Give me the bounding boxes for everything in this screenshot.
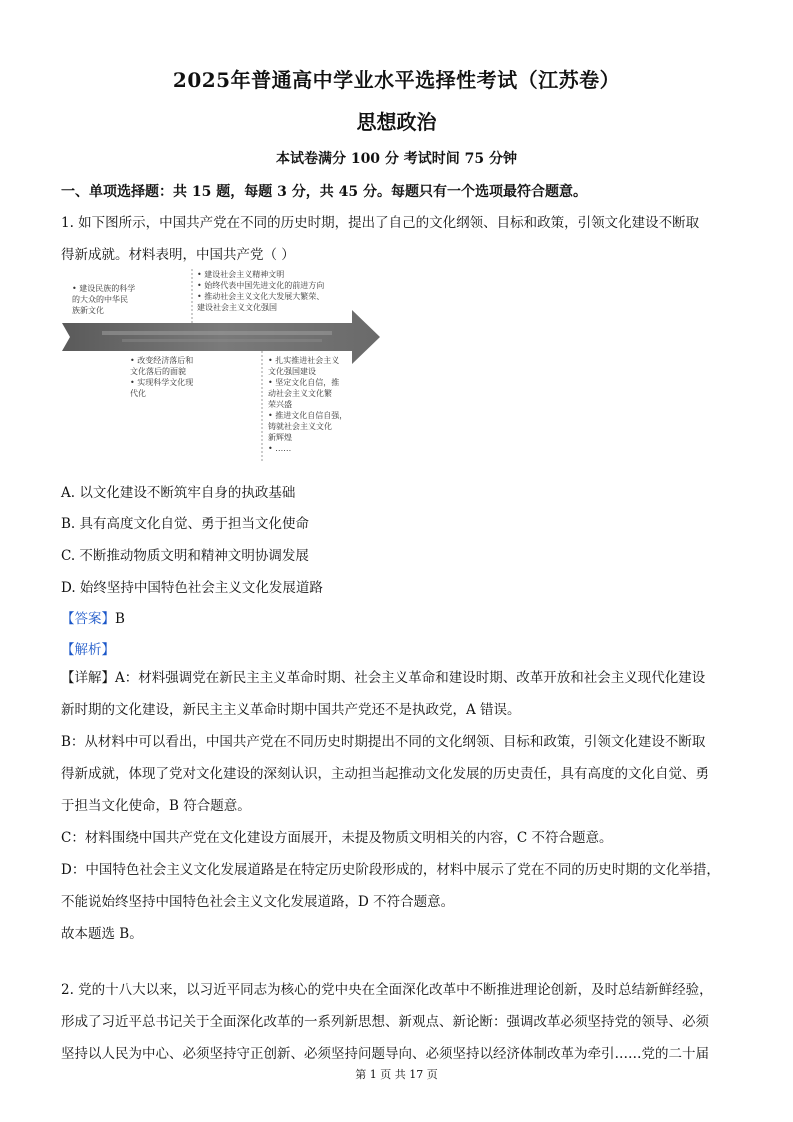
detail-line: 得新成就，体现了党对文化建设的深刻认识，主动担当起推动文化发展的历史责任，具有高度的文化自觉、勇 bbox=[61, 766, 709, 782]
figure-text: • 扎实推进社会主义 bbox=[268, 356, 340, 365]
section-heading: 一、单项选择题：共 15 题，每题 3 分，共 45 分。每题只有一个选项最符合题意。 bbox=[61, 184, 587, 200]
analysis-tag bbox=[61, 638, 115, 658]
detail-line: 新时期的文化建设，新民主主义革命时期中国共产党还不是执政党，A 错误。 bbox=[61, 702, 521, 718]
figure-box-bottom-right bbox=[268, 355, 347, 454]
figure-box-bottom-left bbox=[130, 355, 193, 399]
figure-text: 新辉煌 bbox=[268, 433, 292, 442]
figure-text: 的大众的中华民 bbox=[72, 295, 128, 304]
detail-line: 于担当文化使命，B 符合题意。 bbox=[61, 798, 251, 814]
figure-text: • 坚定文化自信，推 bbox=[268, 378, 340, 387]
detail-line bbox=[61, 662, 736, 694]
figure-text: 铸就社会主义文化 bbox=[268, 422, 332, 431]
figure-text: • 推动社会主义文化大发展大繁荣、 bbox=[197, 292, 325, 301]
subject-title: 思想政治 bbox=[356, 110, 437, 134]
question-1-stem bbox=[61, 207, 736, 271]
figure-text: • 建设社会主义精神文明 bbox=[197, 270, 285, 279]
figure-text: 文化强国建设 bbox=[268, 367, 316, 376]
option-b: B. 具有高度文化自觉、勇于担当文化使命 bbox=[61, 516, 310, 532]
figure-text: 文化落后的面貌 bbox=[130, 367, 186, 376]
question-2-line: 坚持以人民为中心、必须坚持守正创新、必须坚持问题导向、必须坚持以经济体制改革为牵引……党的二十届 bbox=[61, 1046, 709, 1062]
question-1-stem-line: 得新成就。材料表明，中国共产党（ ） bbox=[61, 247, 295, 263]
figure-text: 代化 bbox=[130, 389, 146, 398]
figure-text: 动社会主义文化繁 bbox=[268, 389, 332, 398]
detail-line: 故本题选 B。 bbox=[61, 926, 143, 942]
detail-text: A：材料强调党在新民主主义革命时期、社会主义革命和建设时期、改革开放和社会主义现代化建设 bbox=[115, 670, 706, 686]
figure-text: • 实现科学文化现 bbox=[130, 378, 194, 387]
option-a: A. 以文化建设不断筑牢自身的执政基础 bbox=[61, 485, 296, 501]
figure-text: • 改变经济落后和 bbox=[130, 356, 194, 365]
figure-text: • 建设民族的科学 bbox=[72, 284, 136, 293]
figure-text: 族新文化 bbox=[72, 306, 104, 315]
detail-paragraph bbox=[61, 662, 736, 950]
figure-box-top-right bbox=[197, 269, 324, 313]
option-c: C. 不断推动物质文明和精神文明协调发展 bbox=[61, 548, 309, 564]
question-2-line: 形成了习近平总书记关于全面深化改革的一系列新思想、新观点、新论断：强调改革必须坚持党的领导、必须 bbox=[61, 1014, 709, 1030]
question-2-line: 2. 党的十八大以来，以习近平同志为核心的党中央在全面深化改革中不断推进理论创新，及时总结新鲜经验， bbox=[61, 982, 713, 998]
detail-tag: 【详解】 bbox=[61, 670, 115, 686]
figure-text: 荣兴盛 bbox=[268, 400, 292, 409]
detail-line: 不能说始终坚持中国特色社会主义文化发展道路，D 不符合题意。 bbox=[61, 894, 455, 910]
question-2-stem bbox=[61, 974, 736, 1070]
answer-value: B bbox=[115, 611, 125, 627]
analysis-tag-text: 【解析】 bbox=[61, 642, 115, 658]
figure-text: 建设社会主义文化强国 bbox=[197, 303, 277, 312]
culture-timeline-figure bbox=[62, 265, 380, 465]
question-1-stem-line: 1. 如下图所示，中国共产党在不同的历史时期，提出了自己的文化纲领、目标和政策，引领文化建设不断取 bbox=[61, 215, 700, 231]
answer-line bbox=[61, 607, 125, 627]
detail-line: C：材料围绕中国共产党在文化建设方面展开，未提及物质文明相关的内容，C 不符合题意。 bbox=[61, 830, 613, 846]
exam-info: 本试卷满分 100 分 考试时间 75 分钟 bbox=[275, 151, 518, 167]
figure-box-top-left bbox=[72, 283, 135, 316]
exam-title: 2025年普通高中学业水平选择性考试（江苏卷） bbox=[172, 68, 621, 92]
figure-text: • …… bbox=[268, 444, 292, 453]
option-d: D. 始终坚持中国特色社会主义文化发展道路 bbox=[61, 580, 323, 596]
detail-line: B：从材料中可以看出，中国共产党在不同历史时期提出不同的文化纲领、目标和政策，引领文化建设不断取 bbox=[61, 734, 706, 750]
detail-line: D：中国特色社会主义文化发展道路是在特定历史阶段形成的，材料中展示了党在不同的历史时期的文化举措， bbox=[61, 862, 720, 878]
figure-text: • 推进文化自信自强， bbox=[268, 411, 348, 420]
page-footer: 第 1 页 共 17 页 bbox=[355, 1068, 438, 1081]
figure-text: • 始终代表中国先进文化的前进方向 bbox=[197, 281, 325, 290]
answer-tag: 【答案】 bbox=[61, 611, 115, 627]
